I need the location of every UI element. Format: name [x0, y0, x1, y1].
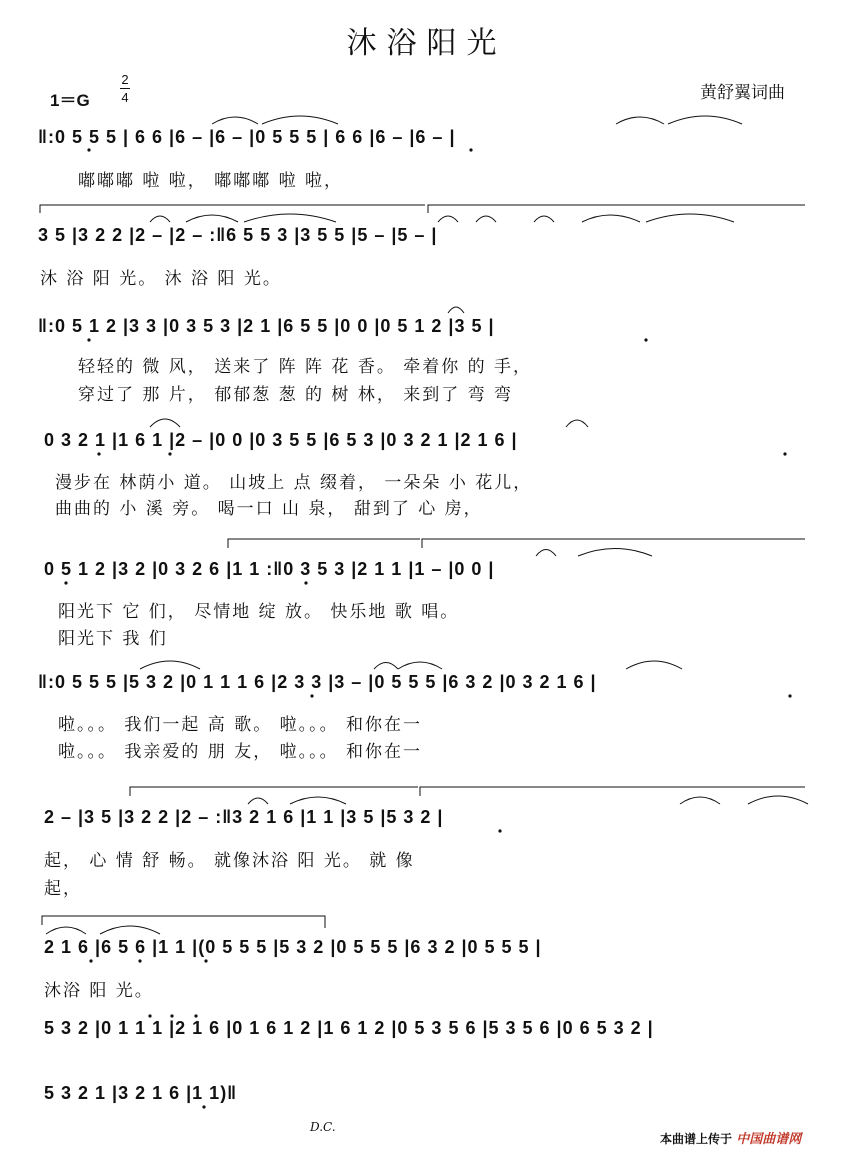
slur [46, 927, 86, 934]
lyric-row-4a: 漫步在 林荫小 道。 山坡上 点 缀着， 一朵朵 小 花儿， [55, 473, 533, 493]
lyricist-composer: 黄舒翼词曲 [700, 83, 785, 103]
tie [582, 215, 640, 222]
tie [212, 117, 258, 124]
tie [186, 215, 238, 222]
da-capo-mark: D.C. [310, 1120, 336, 1134]
lyric-row-6b: 啦。。。 我亲爱的 朋 友， 啦。。。 和你在一 [58, 742, 423, 762]
volta-bracket-7 [42, 916, 325, 928]
octave-dot [498, 829, 501, 832]
lyric-row-7a: 起， 心 情 舒 畅。 就像沐浴 阳 光。 就 像 [44, 851, 415, 871]
lyric-row-5b: 阳光下 我 们 [58, 629, 168, 649]
slur [566, 420, 588, 427]
octave-dot [168, 452, 171, 455]
notes-row-1: ‖:0 5 5 5 | 6 6 |6 – |6 – |0 5 5 5 | 6 6 |6 – |6 – | [38, 127, 456, 147]
notes-row-4: 0 3 2 1 |1 6 1 |2 – |0 0 |0 3 5 5 |6 5 3 |0 3 2 1 |2 1 6 | [44, 430, 518, 450]
tie [748, 796, 808, 804]
notes-row-2: 3 5 |3 2 2 |2 – |2 – :‖6 5 5 3 |3 5 5 |5 – |5 – | [38, 225, 438, 245]
notes-row-6: ‖:0 5 5 5 |5 3 2 |0 1 1 1 6 |2 3 3 |3 – |0 5 5 5 |6 3 2 |0 3 2 1 6 | [38, 672, 597, 692]
lyric-row-8: 沐浴 阳 光。 [44, 981, 154, 1001]
tie [100, 926, 160, 934]
octave-dot [97, 452, 100, 455]
volta-bracket-2 [428, 205, 805, 213]
octave-dot [304, 581, 307, 584]
slur [680, 797, 720, 804]
notes-row-9: 5 3 2 |0 1 1 1 |2 1 6 |0 1 6 1 2 |1 6 1 2 |0 5 3 5 6 |5 3 5 6 |0 6 5 3 2 | [44, 1018, 654, 1038]
slur [438, 216, 458, 222]
octave-dot [644, 338, 647, 341]
high-octave-dot [148, 1014, 151, 1017]
lyric-row-4b: 曲曲的 小 溪 旁。 喝一口 山 泉， 甜到了 心 房， [55, 499, 483, 519]
tie [262, 116, 338, 124]
notes-row-7: 2 – |3 5 |3 2 2 |2 – :‖3 2 1 6 |1 1 |3 5 |5 3 2 | [44, 807, 444, 827]
octave-dot [87, 338, 90, 341]
octave-dot [87, 148, 90, 151]
lyric-row-6a: 啦。。。 我们一起 高 歌。 啦。。。 和你在一 [58, 715, 423, 735]
meter-bottom: 4 [121, 90, 129, 105]
lyric-row-2: 沐 浴 阳 光。 沐 浴 阳 光。 [40, 269, 282, 289]
notes-row-8: 2 1 6 |6 5 6 |1 1 |(0 5 5 5 |5 3 2 |0 5 5 5 |6 3 2 |0 5 5 5 | [44, 937, 542, 957]
slur [150, 216, 170, 222]
slur [140, 661, 200, 669]
slur [626, 661, 682, 669]
notes-row-3: ‖:0 5 1 2 |3 3 |0 3 5 3 |2 1 |6 5 5 |0 0 |0 5 1 2 |3 5 | [38, 316, 495, 336]
tie [668, 116, 742, 124]
key-text: 1＝G [50, 91, 90, 110]
octave-dot [89, 959, 92, 962]
footer-prefix: 本曲谱上传于 [660, 1132, 733, 1146]
site-logo: 中国曲谱网 [736, 1132, 802, 1147]
octave-dot [310, 694, 313, 697]
octave-dot [64, 581, 67, 584]
slur [534, 216, 554, 222]
notes-row-5: 0 5 1 2 |3 2 |0 3 2 6 |1 1 :‖0 3 5 3 |2 1 1 |1 – |0 0 | [44, 559, 495, 579]
volta-bracket-6 [420, 787, 805, 796]
octave-dot [202, 1105, 205, 1108]
tie [646, 214, 734, 222]
notes-row-10: 5 3 2 1 |3 2 1 6 |1 1)‖ [44, 1083, 238, 1103]
slur [150, 419, 180, 427]
octave-dot [469, 148, 472, 151]
slur [374, 663, 398, 670]
tie [616, 117, 664, 124]
slur [448, 307, 464, 313]
slur [476, 216, 496, 222]
volta-bracket-3 [228, 539, 420, 548]
score-title: 沐浴阳光 [346, 26, 507, 61]
tie [290, 797, 346, 804]
slur [536, 550, 556, 557]
octave-dot [788, 694, 791, 697]
meter-top: 2 [121, 72, 129, 87]
lyric-row-3b: 穿过了 那 片， 郁郁葱 葱 的 树 林， 来到了 弯 弯 [78, 385, 514, 405]
tie [244, 214, 336, 222]
volta-bracket-4 [422, 539, 805, 548]
volta-bracket-5 [130, 787, 418, 796]
high-octave-dot [170, 1014, 173, 1017]
tie [398, 662, 442, 669]
octave-dot [783, 452, 786, 455]
octave-dot [138, 959, 141, 962]
lyric-row-5a: 阳光下 它 们， 尽情地 绽 放。 快乐地 歌 唱。 [58, 602, 460, 622]
octave-dot [204, 959, 207, 962]
lyric-row-7b: 起， [44, 879, 82, 899]
lyric-row-3a: 轻轻的 微 风， 送来了 阵 阵 花 香。 牵着你 的 手， [78, 357, 533, 377]
lyric-row-1: 嘟嘟嘟 啦 啦， 嘟嘟嘟 啦 啦， [78, 171, 344, 191]
slur [248, 798, 268, 804]
tie [578, 549, 652, 557]
high-octave-dot [194, 1014, 197, 1017]
volta-bracket-1 [40, 205, 425, 213]
